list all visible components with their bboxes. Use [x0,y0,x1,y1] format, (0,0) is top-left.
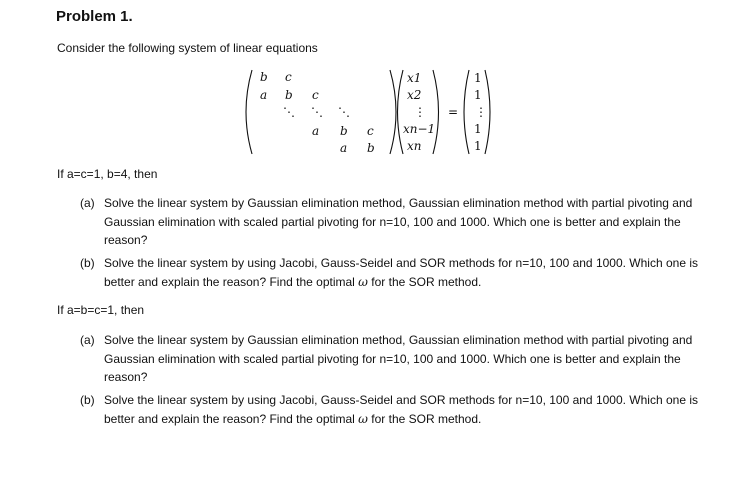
matrix-cell-r4c3: a [312,124,320,138]
problem-title: Problem 1. [56,8,133,25]
unknowns-right-paren [433,70,439,154]
part-text-after: for the SOR method. [367,411,482,426]
rhs-entry-2: 1 [474,88,482,102]
part-text: Solve the linear system by Gaussian elimination method, Gaussian elimination method with partial pivoting and Gaussian elimination with scaled partial pivoting for n=10, 100 and 1000. Which one is better and explain the reason? [104,333,693,384]
question-part [80,194,700,250]
matrix-cell-r2c1: a [260,88,268,102]
part-text [104,254,700,291]
matrix-cell-r4c5: c [367,124,374,138]
unknowns-left-paren [398,70,404,154]
matrix-cell-r3c2: ⋱ [283,105,295,119]
matrix-cell-r3c4: ⋱ [338,105,350,119]
matrix-equation-svg [240,66,500,158]
rhs-entry-n: 1 [474,139,482,153]
matrix-equation [240,66,500,158]
case-condition: If a=c=1, b=4, then [57,167,158,181]
matrix-cell-r1c2: c [285,70,292,84]
part-label: (a) [80,196,95,210]
omega-symbol: ω [358,274,368,289]
matrix-cell-r4c4: b [340,124,348,138]
matrix-cell-r1c1: b [260,70,268,84]
equals-sign: = [448,105,459,119]
matrix-cell-r2c2: b [285,88,293,102]
part-text-after: for the SOR method. [367,274,482,289]
unknown-x2: x2 [407,88,422,102]
unknown-x1: x1 [407,71,422,85]
intro-text: Consider the following system of linear equations [57,41,318,55]
matrix-cell-r3c3: ⋱ [311,105,323,119]
matrix-cell-r2c3: c [312,88,319,102]
part-label: (a) [80,333,95,347]
part-text-before: Solve the linear system by using Jacobi, Gauss-Seidel and SOR methods for n=10, 100 and 1000. Which one is better and explain the reason? Find the optimal [104,393,698,426]
matrix-left-paren [246,70,252,154]
matrix-cell-r5c4: a [340,141,348,155]
unknown-xn: xn [407,139,422,153]
part-text [104,391,700,428]
question-part [80,391,700,428]
part-text-before: Solve the linear system by using Jacobi, Gauss-Seidel and SOR methods for n=10, 100 and 1000. Which one is better and explain the reason? Find the optimal [104,256,698,289]
matrix-cell-r5c5: b [367,141,375,155]
omega-symbol: ω [358,411,368,426]
rhs-left-paren [464,70,469,154]
part-text: Solve the linear system by Gaussian elimination method, Gaussian elimination method with partial pivoting and Gaussian elimination with scaled partial pivoting for n=10, 100 and 1000. Which one is better and explain the reason? [104,196,693,247]
rhs-dots: ⋮ [475,105,487,119]
case-condition: If a=b=c=1, then [57,303,145,317]
rhs-entry-n-1: 1 [474,122,482,136]
matrix-right-paren [390,70,396,154]
unknown-dots: ⋮ [414,105,426,119]
question-part [80,254,700,291]
part-label: (b) [80,393,95,407]
part-label: (b) [80,256,95,270]
question-part [80,331,700,387]
rhs-entry-1: 1 [474,71,482,85]
unknown-xn-1: xn−1 [403,122,436,136]
